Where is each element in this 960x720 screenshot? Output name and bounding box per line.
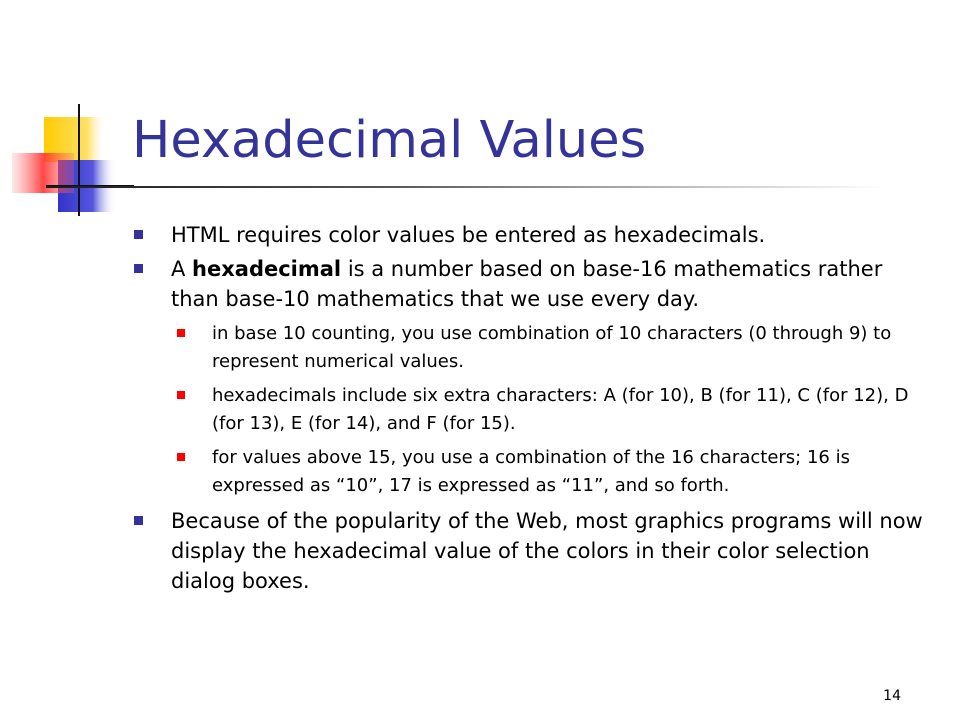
red-square-bullet-icon <box>177 329 185 337</box>
title-underline <box>46 186 886 188</box>
sub-bullet-item <box>177 382 924 438</box>
bullet-text: HTML requires color values be entered as hexadecimals. <box>171 223 766 247</box>
sub-bullet-text: in base 10 counting, you use combination of 10 characters (0 through 9) to represent numerical values. <box>212 323 892 372</box>
red-square-bullet-icon <box>177 391 185 399</box>
page-number: 14 <box>883 688 901 704</box>
sub-bullet-item <box>177 320 924 376</box>
slide-title: Hexadecimal Values <box>132 111 647 170</box>
bullet-text-after: is a number based on base-16 mathematics rather than base-10 mathematics that we use every day. <box>171 257 883 311</box>
sub-bullet-text: hexadecimals include six extra characters: A (for 10), B (for 11), C (for 12), D (for 13), E (for 14), and F (for 15). <box>212 385 909 434</box>
square-bullet-icon <box>134 516 143 525</box>
logo-vertical-line <box>78 104 80 216</box>
sub-bullet-text: for values above 15, you use a combination of the 16 characters; 16 is expressed as “10”, 17 is expressed as “11”, and so forth. <box>212 447 850 496</box>
bullet-item <box>134 254 924 314</box>
square-bullet-icon <box>134 264 143 273</box>
red-square-bullet-icon <box>177 453 185 461</box>
bullet-item <box>134 506 924 596</box>
slide-logo-decoration <box>0 90 150 230</box>
bullet-text: Because of the popularity of the Web, most graphics programs will now display the hexadecimal value of the colors in their color selection dialog boxes. <box>171 509 923 593</box>
slide-content <box>134 220 924 600</box>
bullet-item <box>134 220 924 250</box>
sub-bullet-item <box>177 444 924 500</box>
square-bullet-icon <box>134 230 143 239</box>
bullet-text-before: A <box>171 257 193 281</box>
bullet-bold-term: hexadecimal <box>192 257 342 281</box>
sub-bullet-list <box>134 320 924 500</box>
